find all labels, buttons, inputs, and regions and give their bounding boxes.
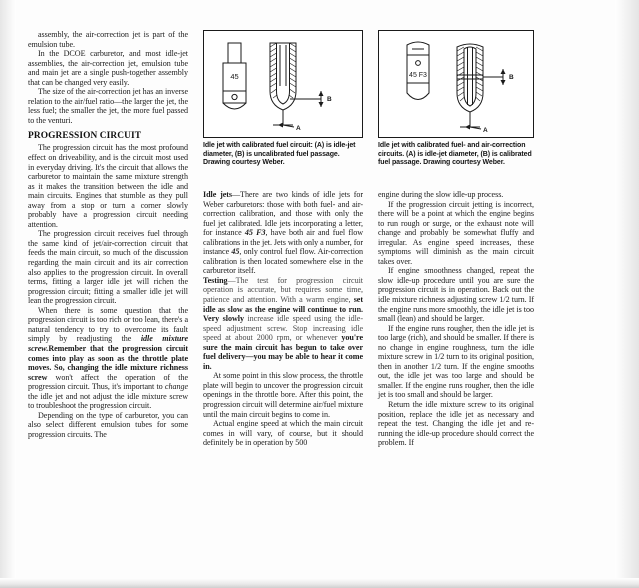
- paragraph: The progression circuit receives fuel through the same kind of jet/air-correction circuit that feeds the main circuit, so much of the discussion regarding the main circuit and its air correction also applies to the progression circuit. In overall terms, fitting a larger idle jet will richen the progression circuit; fitting a smaller idle jet will lean the progression circuit.: [28, 229, 188, 306]
- run-in-head-idle-jets: Idle jets: [203, 190, 232, 199]
- figure-b-caption: Idle jet with calibrated fuel- and air-correction circuits. (A) is idle-jet diameter, (B) is calibrated fuel passage. Drawing courtesy Weber.: [378, 142, 532, 167]
- paragraph-idle-jets: [203, 190, 363, 276]
- dimension-label-b-a: B: [327, 96, 332, 103]
- term-idle-mixture-screw: idle mixture screw.: [28, 334, 188, 353]
- paragraph: assembly, the air-correction jet is part of the emulsion tube.: [28, 30, 188, 49]
- run-in-head-testing: Testing: [203, 275, 228, 285]
- dimension-label-a-b: A: [483, 127, 488, 134]
- paragraph-mixed-emphasis: [28, 306, 188, 411]
- figure-b-frame: [378, 30, 534, 138]
- page-left-shadow: [0, 0, 16, 588]
- jet-code-45-f3: 45 F3: [244, 228, 266, 238]
- text: —The test for progression circuit operation is accurate, but requires some time, patience and attention. With a warm engine,: [203, 275, 363, 305]
- section-heading-progression-circuit: PROGRESSION CIRCUIT: [28, 131, 142, 142]
- figure-block: [203, 30, 534, 182]
- bold-run-main-circuit: you're sure the main circuit has begun to take over fuel delivery—you may be able to hear it come in.: [203, 333, 363, 371]
- paragraph: Actual engine speed at which the main circuit comes in will vary, of course, but it should definitely be in operation by 500: [203, 419, 363, 448]
- paragraph: Return the idle mixture screw to its original position, replace the idle jet as necessary and repeat the test. Changing the idle jet and re-running the idle-up procedure should correct the problem. If: [378, 400, 534, 448]
- paragraph: engine during the slow idle-up process.: [378, 190, 504, 199]
- paragraph: At some point in this slow process, the throttle plate will begin to uncover the progression circuit openings in the throttle bore. After this point, the progression circuit will determine air/fuel mixture until the main circuit begins to come in.: [203, 371, 363, 419]
- paragraph: The size of the air-correction jet has an inverse relation to the air/fuel ratio—the larger the jet, the less fuel; the smaller the jet, the more fuel passed to the venturi.: [28, 87, 188, 125]
- paragraph-tail: won't affect the operation of the progression circuit. Thus, it's important to: [28, 372, 188, 392]
- page-right-shadow: [615, 0, 639, 588]
- page-bottom-shadow: [0, 578, 639, 588]
- figure-a-frame: [203, 30, 363, 138]
- bold-run-set-idle: set idle as slow as the engine will continue to run. Very slowly: [203, 295, 363, 324]
- figure-b-drawing: [379, 31, 533, 137]
- paragraph-testing: [203, 276, 363, 371]
- text: , only control fuel flow. Air-correction calibration is then located somewhere else in the carburetor itself.: [203, 247, 363, 276]
- jet-number-label-a: 45: [230, 72, 239, 81]
- paragraph-lead: When there is some question that the progression circuit is too rich or too lean, there's a natural tendency to try to overcome its fault simply by readjusting the: [28, 305, 188, 344]
- dimension-label-a-a: A: [296, 125, 301, 132]
- text: , have both air and fuel flow calibrations in the jet. Jets with only a number, for instance: [203, 228, 363, 257]
- column-middle: [203, 190, 363, 448]
- text: —There are two kinds of idle jets for Weber carburetors: those with both fuel- and air-correction calibration, and those with only the fuel jet calibrated. Idle jets incorporating a letter, for instance: [203, 190, 363, 238]
- paragraph: If the progression circuit jetting is incorrect, there will be a point at which the engine begins to run rough or surge, or the exhaust note will change and probably be somewhat fluffy and irregular. As engine speed increases, these symptoms will diminish as the main circuit takes over.: [378, 199, 534, 266]
- page-content-area: [28, 30, 534, 578]
- dimension-label-b-b: B: [509, 74, 514, 81]
- column-right: [378, 190, 534, 448]
- text: increase idle speed using the idle-speed adjustment screw. Stop increasing idle speed at about 2000 rpm, or whenever: [203, 314, 363, 343]
- bold-run: Remember that the progression circuit comes into play as soon as the throttle plate moves. So, changing the idle mixture richness screw: [28, 343, 188, 382]
- paragraph: If engine smoothness changed, repeat the slow idle-up procedure until you are sure the progression circuit is in operation. Back out the idle mixture richness adjusting screw 1/2 turn. If the engine runs more smoothly, the idle jet is too small (lean) and should be larger.: [378, 266, 534, 324]
- paragraph-tail-2: the idle jet and not adjust the idle mixture screw to troubleshoot the progression circuit.: [28, 391, 188, 411]
- figure-a-drawing: [204, 31, 362, 137]
- paragraph: In the DCOE carburetor, and most idle-jet assemblies, the air-correction jet, emulsion tube and main jet are a single push-together assembly that can be changed very easily.: [28, 49, 188, 87]
- jet-code-45: 45: [231, 247, 240, 257]
- figure-a-caption: Idle jet with calibrated fuel circuit: (A) is idle-jet diameter, (B) is uncalibrated fuel passage. Drawing courtesy Weber.: [203, 142, 356, 167]
- paragraph: If the engine runs rougher, then the idle jet is too large (rich), and should be smaller. If there is no change in engine roughness, turn the idle mixture screw in 1/2 turn to its original position, then in another 1/2 turn. If the engine smooths out, the idle jet was too large and should be smaller. If the engine runs rougher, then the idle jet is too small and should be larger.: [378, 323, 534, 400]
- jet-number-label-b: 45 F3: [409, 72, 427, 79]
- paragraph: The progression circuit has the most profound effect on driveability, and is the circuit most used in everyday driving. It's the circuit that allows the carburetor to maintain the same mixture strength as it makes the transition between the idle and main circuits. Engines that stumble as they pull away from a stop or turn a corner slowly probably have a progression circuit needing attention.: [28, 143, 188, 229]
- column-left: [28, 30, 188, 439]
- italic-change: change: [164, 382, 188, 392]
- paragraph: Depending on the type of carburetor, you can also select different emulsion tubes for some progression circuits. The: [28, 410, 188, 439]
